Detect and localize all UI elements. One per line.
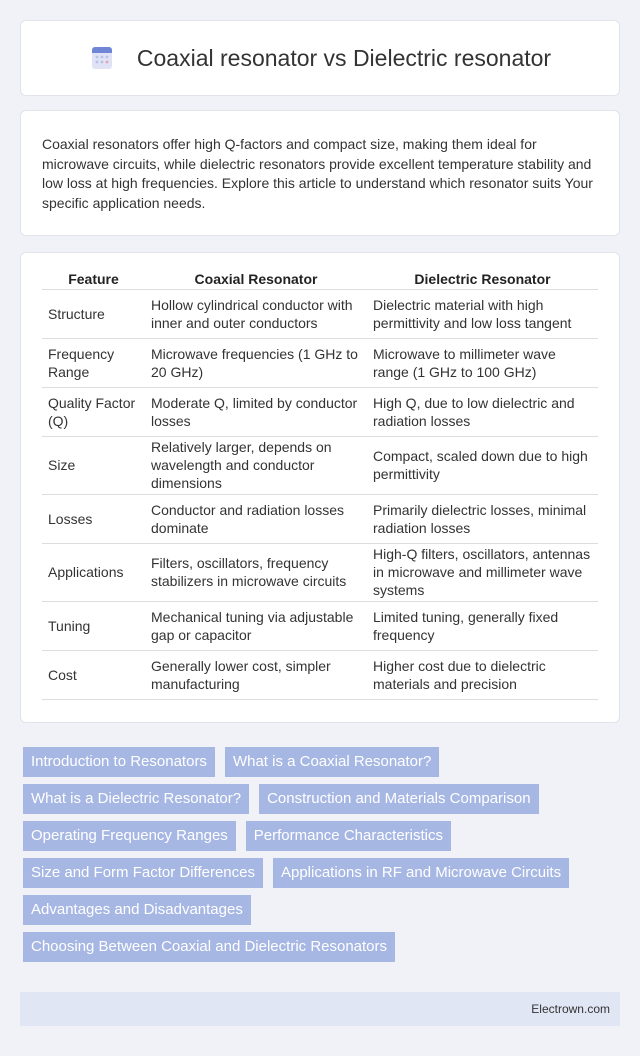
dielectric-cell: High-Q filters, oscillators, antennas in microwave and millimeter wave systems (367, 543, 598, 601)
coaxial-cell: Filters, oscillators, frequency stabilizers in microwave circuits (145, 543, 367, 601)
table-row (42, 387, 598, 436)
column-header: Dielectric Resonator (367, 267, 598, 289)
feature-cell: Cost (42, 650, 145, 699)
tag-advantages[interactable]: Advantages and Disadvantages (23, 895, 251, 925)
coaxial-cell: Moderate Q, limited by conductor losses (145, 387, 367, 436)
table-header-row (42, 267, 598, 289)
dielectric-cell: Compact, scaled down due to high permittivity (367, 436, 598, 494)
coaxial-cell: Generally lower cost, simpler manufacturing (145, 650, 367, 699)
title-card (20, 20, 620, 96)
dielectric-cell: Microwave to millimeter wave range (1 GHz to 100 GHz) (367, 338, 598, 387)
table-row (42, 338, 598, 387)
tag-performance[interactable]: Performance Characteristics (246, 821, 451, 851)
intro-text: Coaxial resonators offer high Q-factors and compact size, making them ideal for microwave circuits, while dielectric resonators provide excellent temperature stability and low loss at high frequencies. Explore this article to understand which resonator suits Your specific application needs. (42, 136, 593, 211)
coaxial-cell: Mechanical tuning via adjustable gap or capacitor (145, 601, 367, 650)
column-header: Coaxial Resonator (145, 267, 367, 289)
coaxial-cell: Microwave frequencies (1 GHz to 20 GHz) (145, 338, 367, 387)
tag-construction-materials[interactable]: Construction and Materials Comparison (259, 784, 538, 814)
table-row (42, 289, 598, 338)
tag-frequency-ranges[interactable]: Operating Frequency Ranges (23, 821, 236, 851)
coaxial-cell: Conductor and radiation losses dominate (145, 494, 367, 543)
dielectric-cell: Higher cost due to dielectric materials and precision (367, 650, 598, 699)
table-row (42, 436, 598, 494)
topic-tags (20, 747, 620, 969)
comparison-table-card (20, 252, 620, 723)
feature-cell: Applications (42, 543, 145, 601)
column-header: Feature (42, 267, 145, 289)
dielectric-cell: High Q, due to low dielectric and radiation losses (367, 387, 598, 436)
coaxial-cell: Relatively larger, depends on wavelength and conductor dimensions (145, 436, 367, 494)
feature-cell: Frequency Range (42, 338, 145, 387)
tag-applications[interactable]: Applications in RF and Microwave Circuits (273, 858, 569, 888)
document-icon (89, 45, 115, 71)
dielectric-cell: Dielectric material with high permittivity and low loss tangent (367, 289, 598, 338)
tag-introduction[interactable]: Introduction to Resonators (23, 747, 215, 777)
tag-choosing[interactable]: Choosing Between Coaxial and Dielectric Resonators (23, 932, 395, 962)
feature-cell: Quality Factor (Q) (42, 387, 145, 436)
footer-site[interactable]: Electrown.com (531, 1002, 610, 1016)
feature-cell: Structure (42, 289, 145, 338)
footer (20, 992, 620, 1026)
comparison-table (42, 267, 598, 700)
dielectric-cell: Primarily dielectric losses, minimal radiation losses (367, 494, 598, 543)
feature-cell: Tuning (42, 601, 145, 650)
tag-what-is-dielectric[interactable]: What is a Dielectric Resonator? (23, 784, 249, 814)
coaxial-cell: Hollow cylindrical conductor with inner and outer conductors (145, 289, 367, 338)
feature-cell: Losses (42, 494, 145, 543)
table-row (42, 494, 598, 543)
tag-size-form-factor[interactable]: Size and Form Factor Differences (23, 858, 263, 888)
intro-card (20, 110, 620, 236)
dielectric-cell: Limited tuning, generally fixed frequency (367, 601, 598, 650)
table-row (42, 601, 598, 650)
page-title: Coaxial resonator vs Dielectric resonator (136, 44, 552, 71)
tag-what-is-coaxial[interactable]: What is a Coaxial Resonator? (225, 747, 439, 777)
table-row (42, 650, 598, 699)
feature-cell: Size (42, 436, 145, 494)
table-row (42, 543, 598, 601)
